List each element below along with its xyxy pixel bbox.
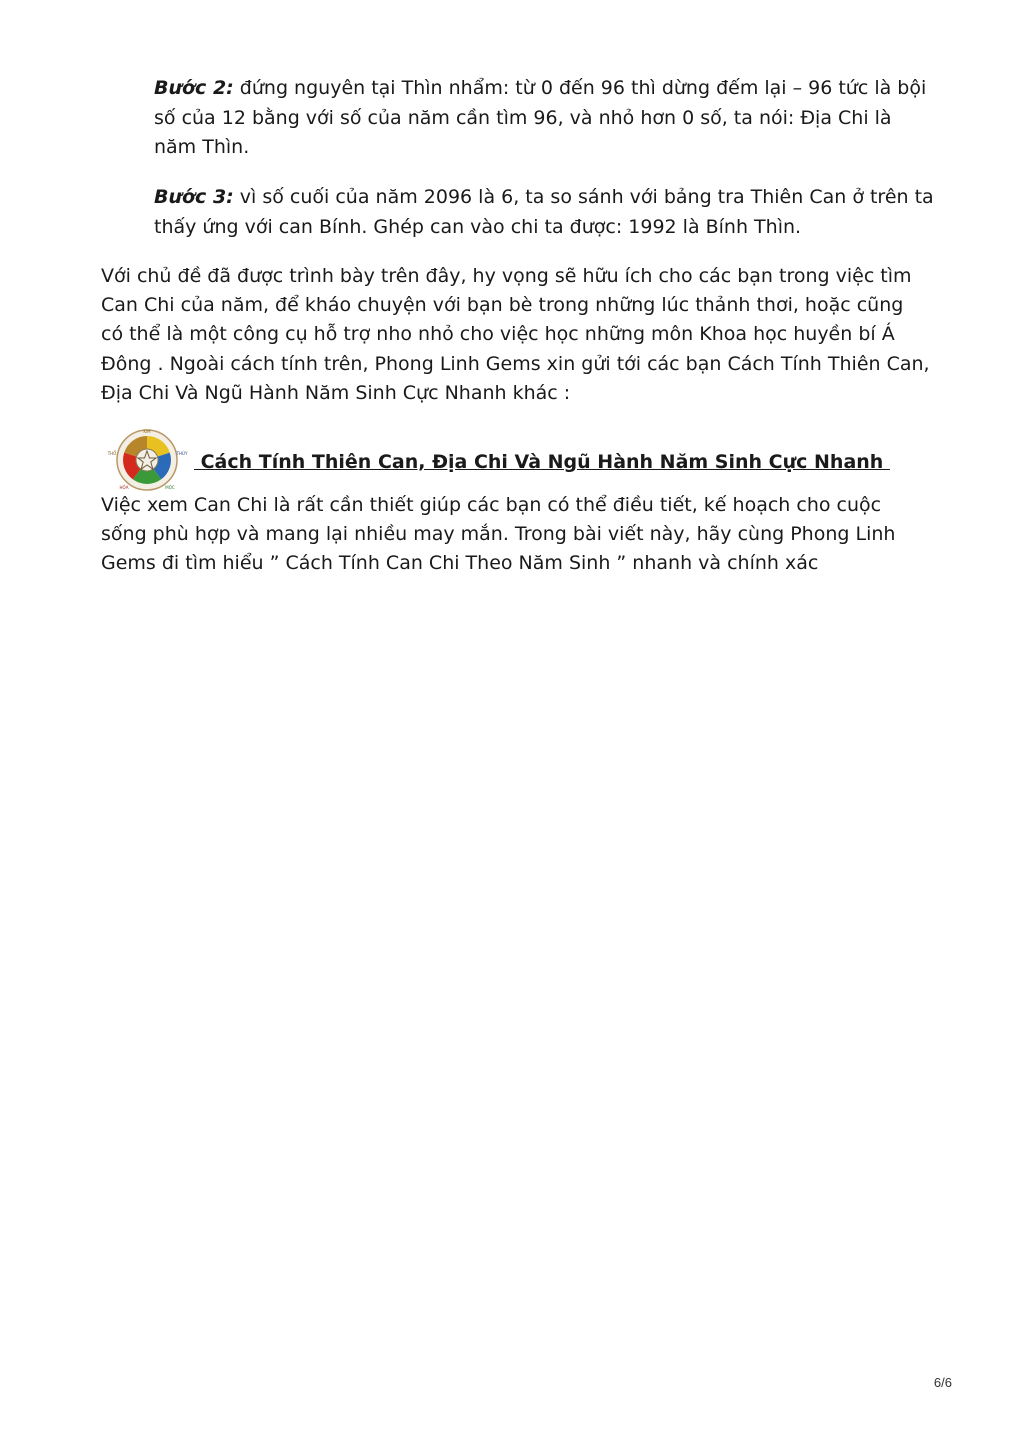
step-2-text: đứng nguyên tại Thìn nhẩm: từ 0 đến 96 thì dừng đếm lại – 96 tức là bội số của 12 bằng với số của năm cần tìm 96, và nhỏ hơn 0 số, ta nói: Địa Chi là năm Thìn. xyxy=(154,77,927,158)
related-article-description: Việc xem Can Chi là rất cần thiết giúp các bạn có thể điều tiết, kế hoạch cho cuộc sống phù hợp và mang lại nhiều may mắn. Trong bài viết này, hãy cùng Phong Linh Gems đi tìm hiểu ” Cách Tính Can Chi Theo Năm Sinh ” nhanh và chính xác xyxy=(101,494,896,575)
wheel-label-bottom-right: MỘC xyxy=(165,485,175,490)
wheel-label-top: KIM xyxy=(143,429,151,434)
related-article-title-link[interactable]: Cách Tính Thiên Can, Địa Chi Và Ngũ Hành Năm Sinh Cực Nhanh xyxy=(194,451,890,473)
step-2-paragraph xyxy=(154,74,934,163)
step-3-paragraph xyxy=(154,183,934,242)
page-number: 6/6 xyxy=(933,1375,952,1390)
wheel-label-left: THỔ xyxy=(107,451,117,456)
step-2-label: Bước 2: xyxy=(154,77,234,99)
wheel-label-bottom-left: HỎA xyxy=(119,485,129,490)
five-elements-wheel-icon[interactable] xyxy=(104,425,190,491)
wheel-label-right: THỦY xyxy=(176,451,188,456)
step-3-label: Bước 3: xyxy=(154,186,234,208)
step-3-text: vì số cuối của năm 2096 là 6, ta so sánh với bảng tra Thiên Can ở trên ta thấy ứng với can Bính. Ghép can vào chi ta được: 1992 là Bính Thìn. xyxy=(154,186,934,238)
related-article-link[interactable] xyxy=(104,425,890,491)
intro-paragraph: Với chủ đề đã được trình bày trên đây, hy vọng sẽ hữu ích cho các bạn trong việc tìm Can Chi của năm, để kháo chuyện với bạn bè trong những lúc thảnh thơi, hoặc cũng có thể là một công cụ hỗ trợ nho nhỏ cho việc học những môn Khoa học huyền bí Á Đông . Ngoài cách tính trên, Phong Linh Gems xin gửi tới các bạn Cách Tính Thiên Can, Địa Chi Và Ngũ Hành Năm Sinh Cực Nhanh khác : xyxy=(101,265,930,404)
